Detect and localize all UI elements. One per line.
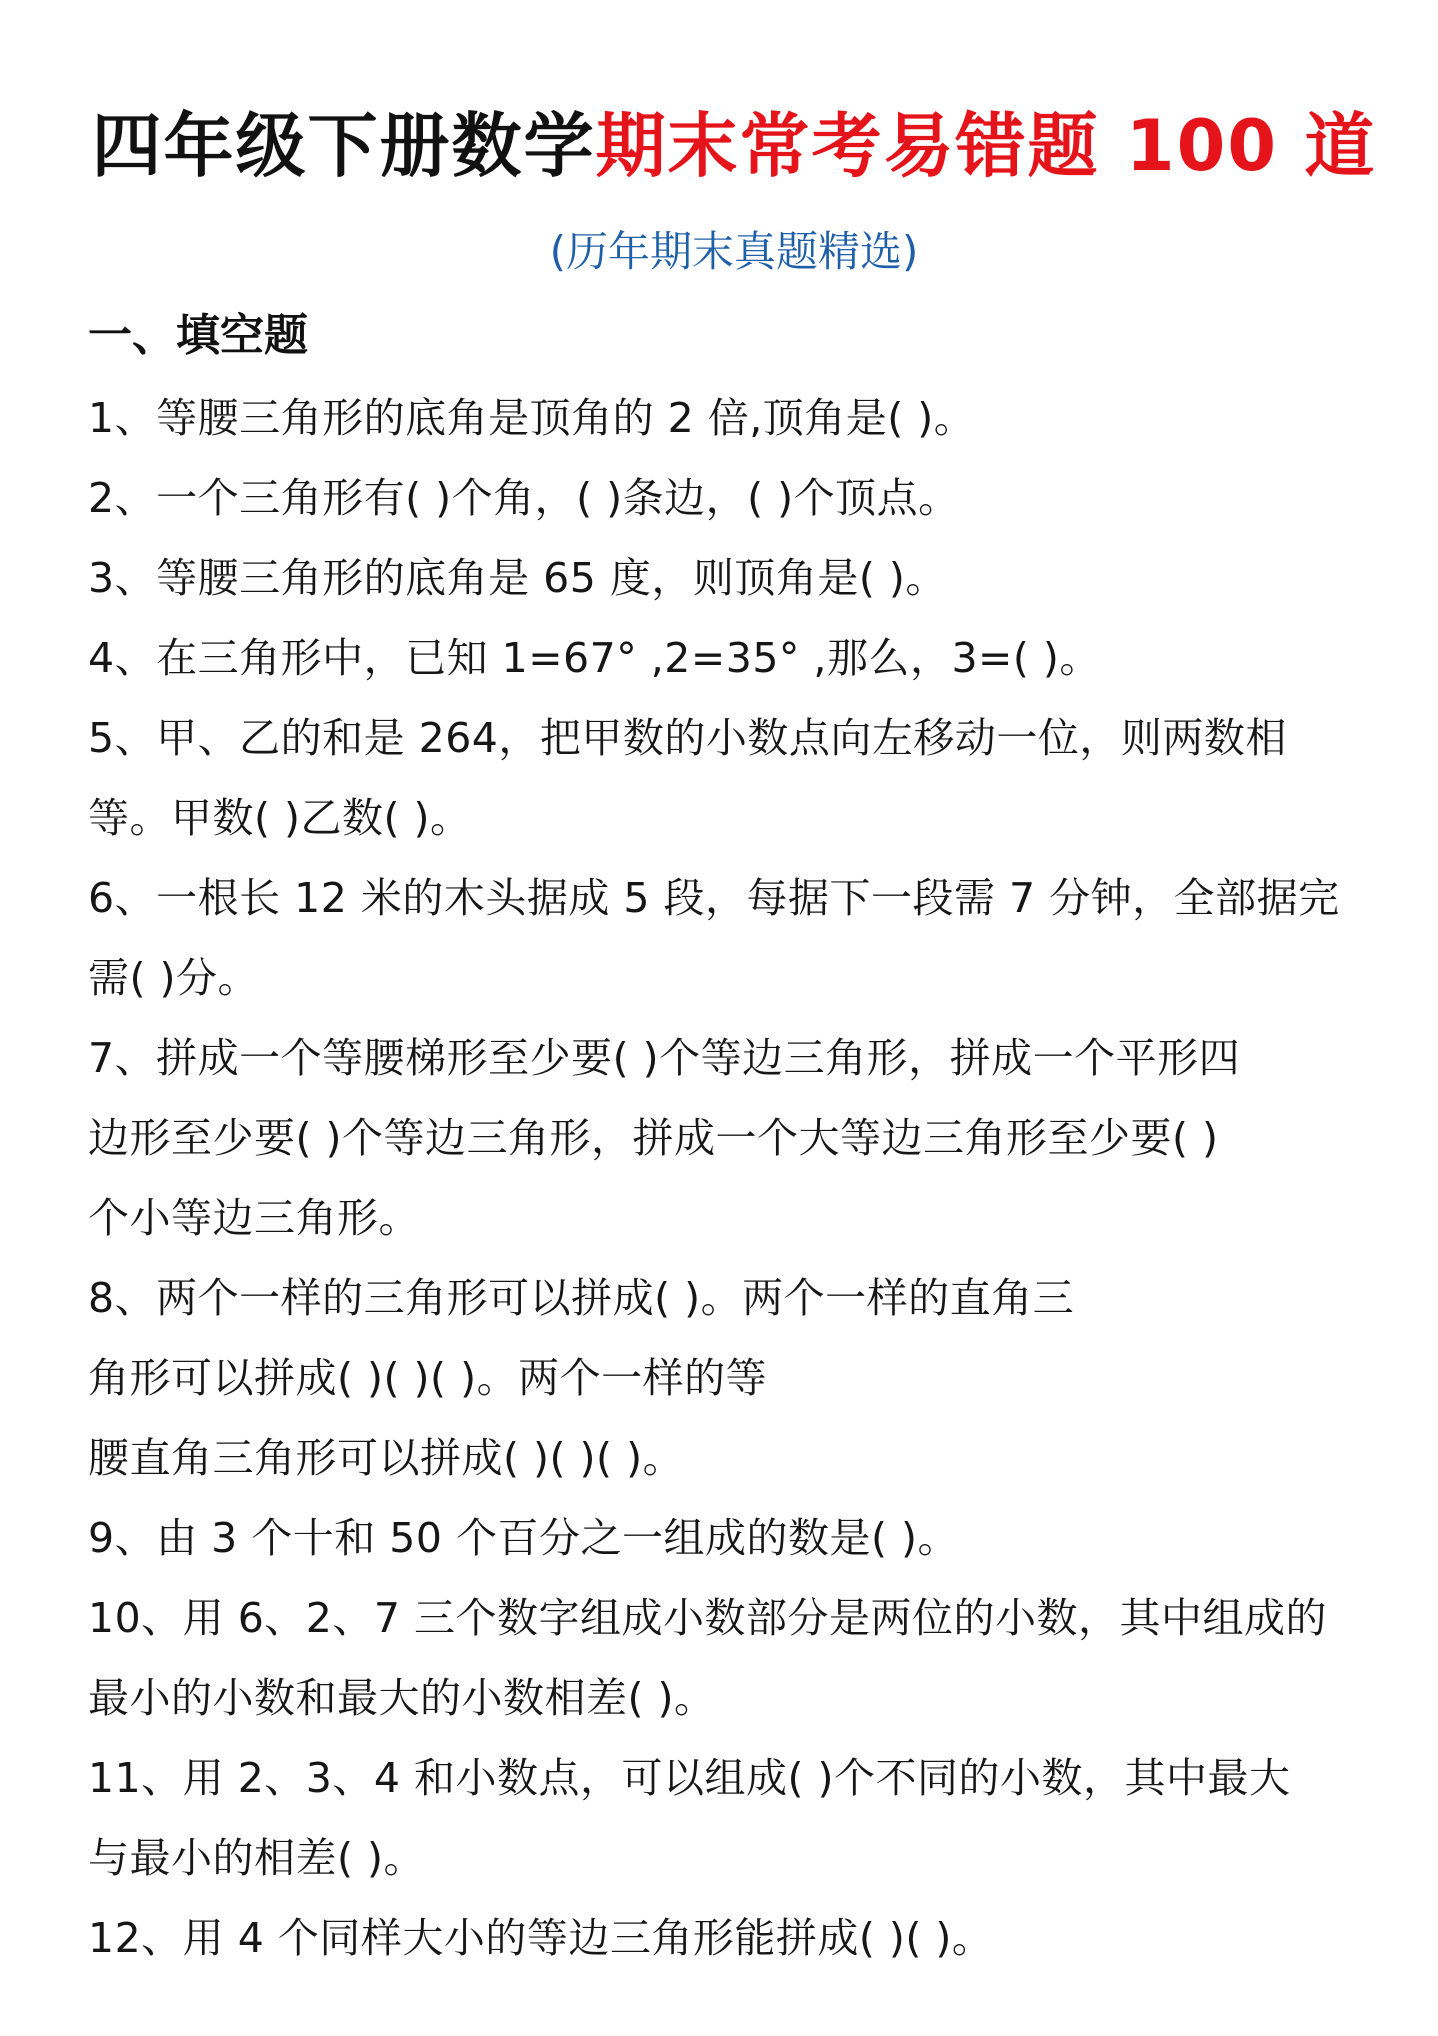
question-line: 个小等边三角形。	[88, 1194, 420, 1242]
question-line: 需( )分。	[88, 954, 260, 1002]
question-line: 最小的小数和最大的小数相差( )。	[88, 1674, 716, 1722]
question-line: 与最小的相差( )。	[88, 1834, 426, 1882]
question-line: 9、由 3 个十和 50 个百分之一组成的数是( )。	[88, 1514, 959, 1562]
title-part-grade: 四年级下册数学	[91, 105, 596, 187]
page-title	[88, 0, 1380, 194]
question-line: 边形至少要( )个等边三角形，拼成一个大等边三角形至少要( )	[88, 1114, 1219, 1162]
question-line: 7、拼成一个等腰梯形至少要( )个等边三角形，拼成一个平形四	[88, 1034, 1241, 1082]
question-list	[88, 378, 1380, 1978]
question-line: 等。甲数( )乙数( )。	[88, 794, 472, 842]
question-line: 6、一根长 12 米的木头据成 5 段，每据下一段需 7 分钟，全部据完	[88, 874, 1340, 922]
question-line: 1、等腰三角形的底角是顶角的 2 倍,顶角是( )。	[88, 394, 976, 442]
question-line: 8、两个一样的三角形可以拼成( )。两个一样的直角三	[88, 1274, 1075, 1322]
question-line: 2、一个三角形有( )个角，( )条边，( )个顶点。	[88, 474, 960, 522]
section-heading-fill-in: 一、填空题	[88, 310, 308, 361]
question-line: 10、用 6、2、7 三个数字组成小数部分是两位的小数，其中组成的	[88, 1594, 1327, 1642]
question-line: 4、在三角形中，已知 1=67° ,2=35° ,那么，3=( )。	[88, 634, 1101, 682]
question-line: 角形可以拼成( )( )( )。两个一样的等	[88, 1354, 768, 1402]
question-line: 12、用 4 个同样大小的等边三角形能拼成( )( )。	[88, 1914, 994, 1962]
page-subtitle: (历年期末真题精选)	[549, 227, 919, 276]
question-line: 11、用 2、3、4 和小数点，可以组成( )个不同的小数，其中最大	[88, 1754, 1291, 1802]
question-line: 5、甲、乙的和是 264，把甲数的小数点向左移动一位，则两数相	[88, 714, 1287, 762]
question-line: 3、等腰三角形的底角是 65 度，则顶角是( )。	[88, 554, 947, 602]
title-part-highlight: 期末常考易错题 100 道	[595, 105, 1377, 187]
question-line: 腰直角三角形可以拼成( )( )( )。	[88, 1434, 685, 1482]
